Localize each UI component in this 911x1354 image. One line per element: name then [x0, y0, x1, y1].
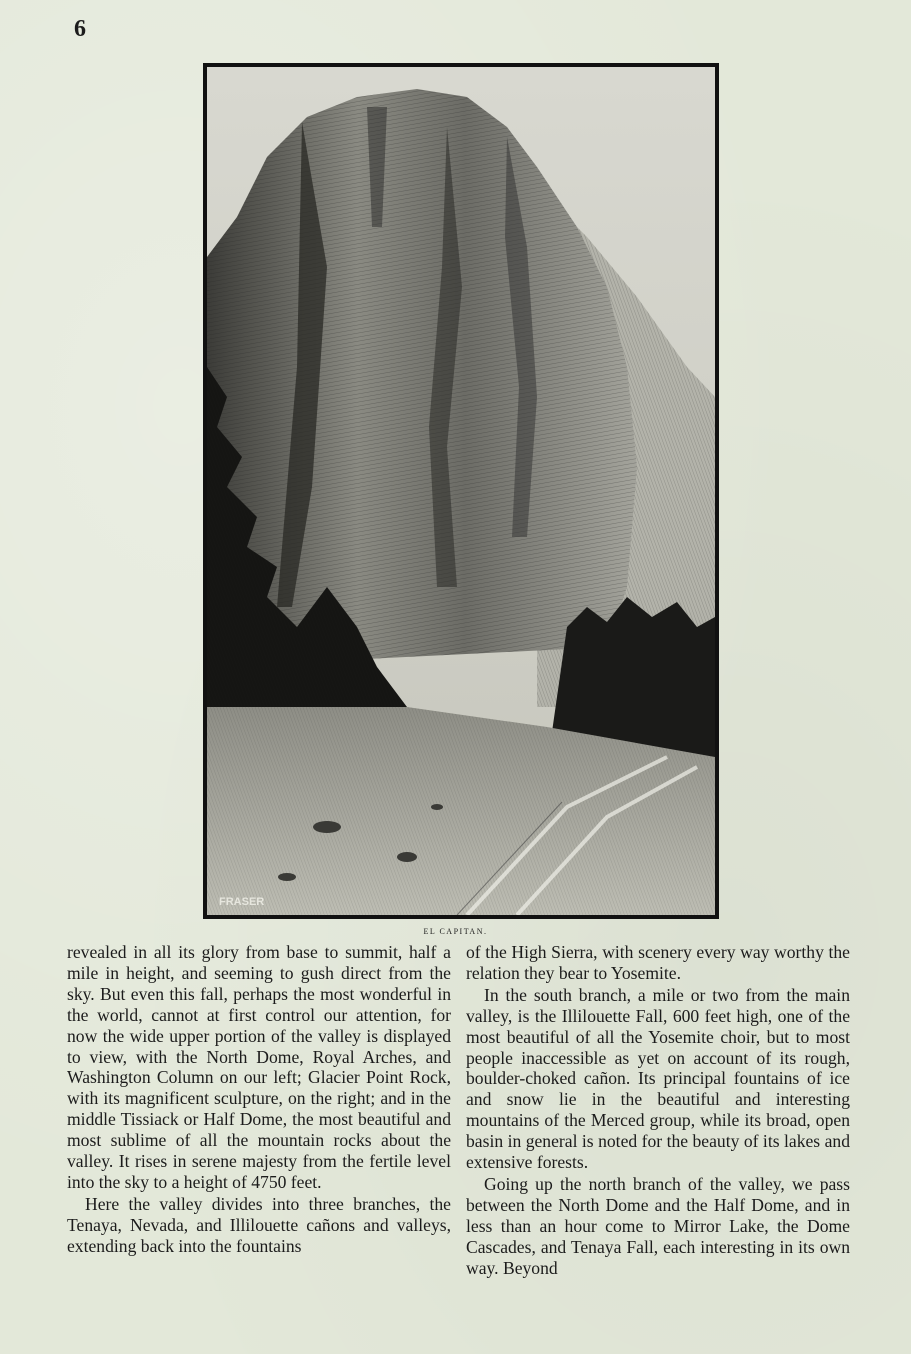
- paragraph: Here the valley divides into three branches, the Tenaya, Nevada, and Illilouette cañons and valleys, extending back into the fountains: [67, 1193, 451, 1256]
- page-number: 6: [74, 16, 87, 42]
- el-capitan-engraving: [203, 63, 719, 919]
- left-text-column: [67, 942, 451, 1257]
- paragraph: revealed in all its glory from base to summit, half a mile in height, and seeming to gush direct from the sky. But even this fall, perhaps the most wonderful in the world, cannot at first control our attention, for now the wide upper portion of the valley is displayed to view, with the North Dome, Royal Arches, and Washington Column on our left; Glacier Point Rock, with its magnificent sculpture, on the right; and in the middle Tissiack or Half Dome, the most beautiful and most sublime of all the mountain rocks about the valley. It rises in serene majesty from the fertile level into the sky to a height of 4750 feet.: [67, 942, 451, 1192]
- right-text-column: [466, 942, 850, 1279]
- paragraph: of the High Sierra, with scenery every way worthy the relation they bear to Yosemite.: [466, 942, 850, 983]
- engraver-signature: FRASER: [219, 896, 265, 908]
- el-capitan-illustration: [207, 67, 715, 915]
- paragraph: Going up the north branch of the valley, we pass between the North Dome and the Half Dome, and in less than an hour come to Mirror Lake, the Dome Cascades, and Tenaya Fall, each interesting in its own way. Beyond: [466, 1173, 850, 1278]
- paragraph: In the south branch, a mile or two from the main valley, is the Illilouette Fall, 600 feet high, one of the most beautiful of all the Yosemite choir, but to most people inaccessible as yet on account of its rough, boulder-choked cañon. Its principal fountains of ice and snow lie in the beautiful and interesting mountains of the Merced group, while its broad, open basin in general is noted for the beauty of its lakes and extensive forests.: [466, 984, 850, 1173]
- figure-caption: EL CAPITAN.: [423, 927, 488, 936]
